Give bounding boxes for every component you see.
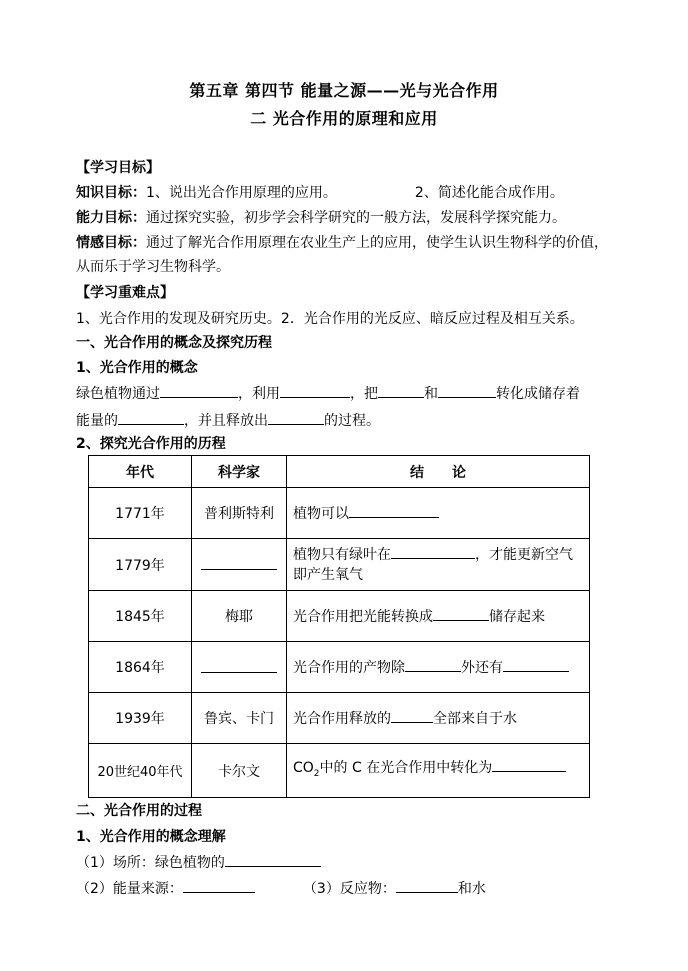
header-year: 年代 xyxy=(89,456,192,488)
fill-blank[interactable] xyxy=(280,383,350,398)
fill-blank[interactable] xyxy=(391,708,433,723)
emotion-text-1: 通过了解光合作用原理在农业生产上的应用，使学生认识生物科学的价值， xyxy=(146,235,608,251)
emotion-goal xyxy=(76,233,608,253)
year-cell: 1779年 xyxy=(89,539,192,591)
scientist-cell: 卡尔文 xyxy=(192,744,287,798)
page-subtitle: 二 光合作用的原理和应用 xyxy=(250,109,438,128)
fill-blank[interactable] xyxy=(433,606,489,621)
concept-text: 能量的 xyxy=(76,413,118,429)
header-scientist: 科学家 xyxy=(192,456,287,488)
concept-text: ，把 xyxy=(350,386,378,402)
header-conclusion: 结 论 xyxy=(287,456,590,488)
reactant-text: （3）反应物： xyxy=(302,881,396,897)
fill-blank[interactable] xyxy=(201,658,277,673)
scientist-cell: 普利斯特利 xyxy=(192,488,287,539)
concept-text: ，并且释放出 xyxy=(184,413,268,429)
table-row xyxy=(89,693,590,744)
fill-blank[interactable] xyxy=(378,383,424,398)
fill-blank[interactable] xyxy=(391,544,475,559)
energy-reactant-line xyxy=(76,878,486,899)
energy-text: （2）能量来源： xyxy=(76,881,183,897)
knowledge-item-1: 1、说出光合作用原理的应用。 xyxy=(146,185,337,201)
conclusion-cell xyxy=(287,488,590,539)
fill-blank[interactable] xyxy=(118,410,184,425)
fill-blank[interactable] xyxy=(160,383,238,398)
knowledge-goal xyxy=(76,183,564,203)
scientist-cell: 鲁宾、卡门 xyxy=(192,693,287,744)
conclusion-cell xyxy=(287,642,590,693)
ability-label: 能力目标： xyxy=(76,210,146,226)
year-cell: 20世纪40年代 xyxy=(89,744,192,798)
history-subheading: 2、探究光合作用的历程 xyxy=(76,436,226,452)
year-cell: 1939年 xyxy=(89,693,192,744)
conclusion-cell xyxy=(287,591,590,642)
fill-blank[interactable] xyxy=(438,383,496,398)
conclusion-text: 中的 C 在光合作用中转化为 xyxy=(319,760,493,777)
year-cell: 1845年 xyxy=(89,591,192,642)
history-table xyxy=(88,455,590,798)
table-header-row xyxy=(89,456,590,488)
table-row xyxy=(89,591,590,642)
fill-blank[interactable] xyxy=(396,878,458,893)
conclusion-text: 光合作用释放的 xyxy=(293,710,391,727)
conclusion-text: 植物可以 xyxy=(293,505,349,522)
concept-subheading: 1、光合作用的概念 xyxy=(76,360,198,376)
conclusion-text: 外还有 xyxy=(461,659,503,676)
fill-blank[interactable] xyxy=(349,503,439,518)
section2-heading: 二、光合作用的过程 xyxy=(76,803,202,819)
fill-blank[interactable] xyxy=(225,852,321,867)
table-row xyxy=(89,539,590,591)
ability-goal xyxy=(76,208,566,228)
scientist-cell xyxy=(192,642,287,693)
emotion-text-2: 从而乐于学习生物科学。 xyxy=(76,259,230,275)
page-title: 第五章 第四节 能量之源——光与光合作用 xyxy=(189,81,499,100)
fill-blank[interactable] xyxy=(492,757,566,772)
table-row xyxy=(89,642,590,693)
reactant-tail-text: 和水 xyxy=(457,881,486,897)
site-text: （1）场所：绿色植物的 xyxy=(76,855,225,871)
ability-text: 通过探究实验，初步学会科学研究的一般方法，发展科学探究能力。 xyxy=(146,210,566,226)
conclusion-text: CO xyxy=(293,760,314,777)
process-subheading: 1、光合作用的概念理解 xyxy=(76,829,226,845)
knowledge-item-2: 2、简述化能合成作用。 xyxy=(414,185,564,201)
scientist-cell: 梅耶 xyxy=(192,591,287,642)
conclusion-cell xyxy=(287,693,590,744)
conclusion-text: 储存起来 xyxy=(489,608,545,625)
concept-text: 转化成储存着 xyxy=(496,386,580,402)
table-row xyxy=(89,744,590,798)
conclusion-cell xyxy=(287,744,590,798)
conclusion-cell xyxy=(287,539,590,591)
concept-line-2 xyxy=(76,410,380,431)
fill-blank[interactable] xyxy=(183,878,255,893)
conclusion-text: 光合作用的产物除 xyxy=(293,659,405,676)
concept-text: 的过程。 xyxy=(324,413,380,429)
conclusion-text: 即产生氧气 xyxy=(293,567,363,583)
concept-text: ，利用 xyxy=(238,386,280,402)
conclusion-text: ，才能更新空气 xyxy=(475,547,573,563)
fill-blank[interactable] xyxy=(201,555,277,570)
fill-blank[interactable] xyxy=(503,657,569,672)
concept-line-1 xyxy=(76,383,580,404)
table-row xyxy=(89,488,590,539)
goals-heading: 【学习目标】 xyxy=(76,160,160,176)
knowledge-label: 知识目标： xyxy=(76,185,146,201)
subscript-text: 2 xyxy=(313,768,320,779)
conclusion-text: 全部来自于水 xyxy=(433,710,517,727)
scientist-cell xyxy=(192,539,287,591)
site-line xyxy=(76,852,321,873)
emotion-label: 情感目标： xyxy=(76,235,146,251)
year-cell: 1771年 xyxy=(89,488,192,539)
year-cell: 1864年 xyxy=(89,642,192,693)
fill-blank[interactable] xyxy=(268,410,324,425)
concept-text: 和 xyxy=(424,386,438,402)
keypoints-heading: 【学习重难点】 xyxy=(76,285,174,301)
section1-heading: 一、光合作用的概念及探究历程 xyxy=(76,335,272,351)
keypoints-text: 1、光合作用的发现及研究历史。2．光合作用的光反应、暗反应过程及相互关系。 xyxy=(76,311,584,327)
conclusion-text: 植物只有绿叶在 xyxy=(293,547,391,563)
concept-text: 绿色植物通过 xyxy=(76,386,160,402)
fill-blank[interactable] xyxy=(405,657,461,672)
conclusion-text: 光合作用把光能转换成 xyxy=(293,608,433,625)
